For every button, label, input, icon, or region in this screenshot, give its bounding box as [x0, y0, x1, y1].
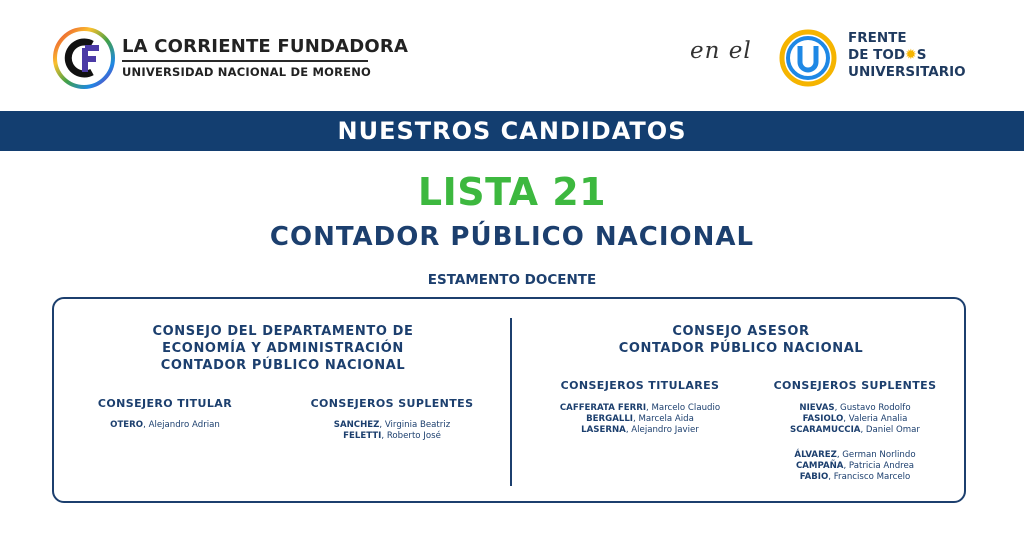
org-name: LA CORRIENTE FUNDADORA [122, 36, 409, 57]
candidate-name: , Patricia Andrea [843, 461, 915, 471]
list-number: LISTA 21 [417, 170, 607, 214]
en-el-text: en el [690, 38, 752, 64]
candidate-surname: BERGALLI [586, 414, 634, 424]
advisory-council-title [560, 323, 922, 357]
candidate-surname: LASERNA [581, 425, 626, 435]
candidate-row [300, 431, 484, 442]
candidate-name: , German Norlindo [836, 450, 916, 460]
org-subtitle: UNIVERSIDAD NACIONAL DE MORENO [122, 65, 372, 79]
candidate-row [760, 403, 950, 414]
title-line: ECONOMÍA Y ADMINISTRACIÓN [162, 341, 404, 356]
candidate-row [760, 461, 950, 472]
frente-line-1: FRENTE [848, 30, 907, 46]
candidate-surname: CAMPAÑA [795, 461, 844, 471]
candidate-row [760, 414, 950, 425]
candidate-row [540, 414, 740, 425]
suplentes-list-2 [760, 450, 950, 483]
title-line: CONTADOR PÚBLICO NACIONAL [160, 358, 406, 373]
corriente-fundadora-logo [52, 26, 116, 90]
candidate-surname: NIEVAS [799, 403, 835, 413]
frente-line-2b: S [916, 47, 927, 63]
candidate-row [760, 450, 950, 461]
candidate-name: , Alejandro Adrian [143, 420, 220, 430]
candidate-surname: FELETTI [343, 431, 382, 441]
candidate-name: , Virginia Beatriz [379, 420, 451, 430]
title-line: CONSEJO ASESOR [672, 324, 810, 339]
candidate-surname: SANCHEZ [333, 420, 380, 430]
career-title: CONTADOR PÚBLICO NACIONAL [269, 222, 755, 252]
titular-list [90, 420, 240, 431]
candidate-row [760, 425, 950, 436]
suplentes-heading: CONSEJEROS SUPLENTES [310, 397, 474, 410]
candidate-name: , Roberto José [381, 431, 441, 441]
suplentes-list [760, 403, 950, 436]
candidate-row [760, 472, 950, 483]
candidate-name: , Alejandro Javier [625, 425, 699, 435]
candidate-row [90, 420, 240, 431]
titulares-heading: CONSEJEROS TITULARES [560, 379, 720, 392]
frente-line-2 [848, 47, 966, 64]
frente-de-todos-text [848, 30, 966, 81]
suplentes-heading: CONSEJEROS SUPLENTES [773, 379, 937, 392]
department-council-title [120, 323, 446, 374]
estamento-label: ESTAMENTO DOCENTE [427, 272, 597, 288]
candidate-name: , Francisco Marcelo [828, 472, 911, 482]
column-divider [510, 318, 512, 486]
frente-de-todos-logo [778, 28, 838, 88]
candidate-surname: FASIOLO [802, 414, 844, 424]
candidate-name: , Daniel Omar [860, 425, 920, 435]
title-line: CONTADOR PÚBLICO NACIONAL [618, 341, 864, 356]
candidate-surname: FABIO [799, 472, 829, 482]
candidate-row [540, 425, 740, 436]
title-line: CONSEJO DEL DEPARTAMENTO DE [152, 324, 414, 339]
candidate-name: , Gustavo Rodolfo [834, 403, 911, 413]
org-divider [122, 60, 368, 62]
sun-icon: ✹ [905, 47, 917, 63]
candidate-surname: CAFFERATA FERRI [559, 403, 647, 413]
candidate-row [540, 403, 740, 414]
suplentes-list [300, 420, 484, 442]
candidate-row [300, 420, 484, 431]
candidate-name: , Marcela Aida [633, 414, 694, 424]
frente-line-2a: DE TOD [848, 47, 906, 63]
candidate-name: , Valeria Analia [843, 414, 908, 424]
frente-line-3: UNIVERSITARIO [848, 64, 966, 80]
titulares-list [540, 403, 740, 436]
candidate-surname: OTERO [110, 420, 144, 430]
titular-heading: CONSEJERO TITULAR [97, 397, 233, 410]
candidates-banner: NUESTROS CANDIDATOS [0, 111, 1024, 151]
candidate-name: , Marcelo Claudio [646, 403, 721, 413]
candidate-surname: SCARAMUCCIA [790, 425, 861, 435]
candidate-surname: ÁLVAREZ [794, 450, 837, 460]
